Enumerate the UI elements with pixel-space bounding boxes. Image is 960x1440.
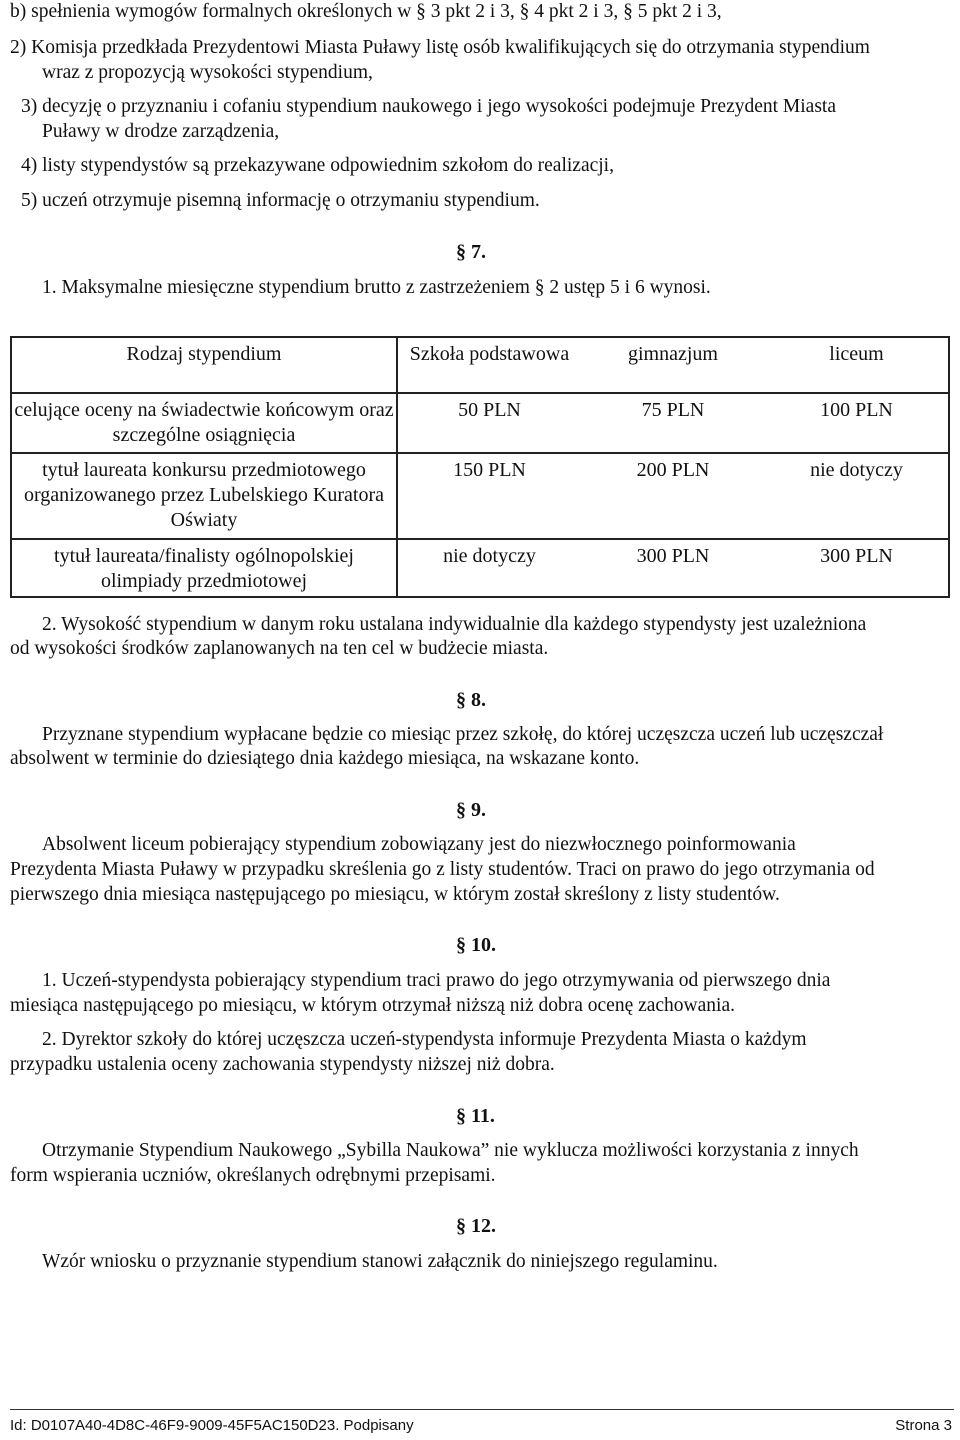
table-header-row [11,337,949,393]
table-cell: 300 PLN [765,539,949,597]
text-line: 2. Dyrektor szkoły do której uczęszcza uczeń-stypendysta informuje Prezydenta Miasta o każdym [42,1029,807,1050]
text-line: 4) listy stypendystów są przekazywane odpowiednim szkołom do realizacji, [21,155,614,176]
section-heading: § 10. [456,934,496,956]
text-line: 5) uczeń otrzymuje pisemną informację o otrzymaniu stypendium. [21,190,540,211]
table-header-cell: gimnazjum [581,337,765,393]
footer-page-number: Strona 3 [895,1417,952,1434]
text-line: 1. Maksymalne miesięczne stypendium brutto z zastrzeżeniem § 2 ustęp 5 i 6 wynosi. [42,277,711,298]
section-heading: § 8. [456,689,486,711]
text-line: od wysokości środków zaplanowanych na ten cel w budżecie miasta. [10,638,549,659]
footer-document-id: Id: D0107A40-4D8C-46F9-9009-45F5AC150D23. Podpisany [10,1417,414,1434]
text-line: 2. Wysokość stypendium w danym roku ustalana indywidualnie dla każdego stypendysty jest uzależniona [42,614,867,635]
text-line: przypadku ustalenia oceny zachowania stypendysty niższej niż dobra. [10,1054,555,1075]
table-header-cell: liceum [765,337,949,393]
section-heading: § 7. [456,241,486,263]
section-heading: § 12. [456,1215,496,1237]
text-line: Wzór wniosku o przyznanie stypendium stanowi załącznik do niniejszego regulaminu. [42,1251,718,1272]
table-cell: 50 PLN [397,393,581,453]
text-line: Prezydenta Miasta Puławy w przypadku skreślenia go z listy studentów. Traci on prawo do jego otrzymania od [10,859,875,880]
section-heading: § 9. [456,799,486,821]
table-cell: 200 PLN [581,453,765,539]
text-line: 3) decyzję o przyznaniu i cofaniu stypendium naukowego i jego wysokości podejmuje Prezydent Miasta [21,96,836,117]
stipend-table [10,336,950,598]
text-line: Absolwent liceum pobierający stypendium zobowiązany jest do niezwłocznego poinformowania [42,834,796,855]
text-line: absolwent w terminie do dziesiątego dnia każdego miesiąca, na wskazane konto. [10,748,640,769]
table-cell: nie dotyczy [397,539,581,597]
table-row [11,453,949,539]
table-cell: tytuł laureata/finalisty ogólnopolskiej olimpiady przedmiotowej [11,539,397,597]
text-line: 1. Uczeń-stypendysta pobierający stypendium traci prawo do jego otrzymywania od pierwszego dnia [42,970,831,991]
text-line: wraz z propozycją wysokości stypendium, [42,62,373,83]
table-cell: tytuł laureata konkursu przedmiotowego organizowanego przez Lubelskiego Kuratora Oświaty [11,453,397,539]
table-header-cell: Rodzaj stypendium [11,337,397,393]
text-line: pierwszego dnia miesiąca następującego po miesiącu, w którym został skreślony z listy studentów. [10,884,780,905]
table-cell: 75 PLN [581,393,765,453]
footer-divider [10,1409,954,1410]
table-cell: 300 PLN [581,539,765,597]
text-line: miesiąca następującego po miesiącu, w którym otrzymał niższą niż dobra ocenę zachowania. [10,995,735,1016]
table-cell: celujące oceny na świadectwie końcowym oraz szczególne osiągnięcia [11,393,397,453]
table-cell: 150 PLN [397,453,581,539]
text-line: Puławy w drodze zarządzenia, [42,121,280,142]
section-heading: § 11. [456,1105,495,1127]
table-row [11,393,949,453]
table-header-cell: Szkoła podstawowa [397,337,581,393]
table-cell: 100 PLN [765,393,949,453]
text-line: Otrzymanie Stypendium Naukowego „Sybilla Naukowa” nie wyklucza możliwości korzystania z innych [42,1140,859,1161]
table-row [11,539,949,597]
text-line: form wspierania uczniów, określanych odrębnymi przepisami. [10,1165,496,1186]
text-line: Przyznane stypendium wypłacane będzie co miesiąc przez szkołę, do której uczęszcza uczeń lub uczęszczał [42,724,884,745]
text-line: b) spełnienia wymogów formalnych określonych w § 3 pkt 2 i 3, § 4 pkt 2 i 3, § 5 pkt 2 i 3, [10,1,722,22]
text-line: 2) Komisja przedkłada Prezydentowi Miasta Puławy listę osób kwalifikujących się do otrzymania stypendium [10,37,870,58]
table-cell: nie dotyczy [765,453,949,539]
